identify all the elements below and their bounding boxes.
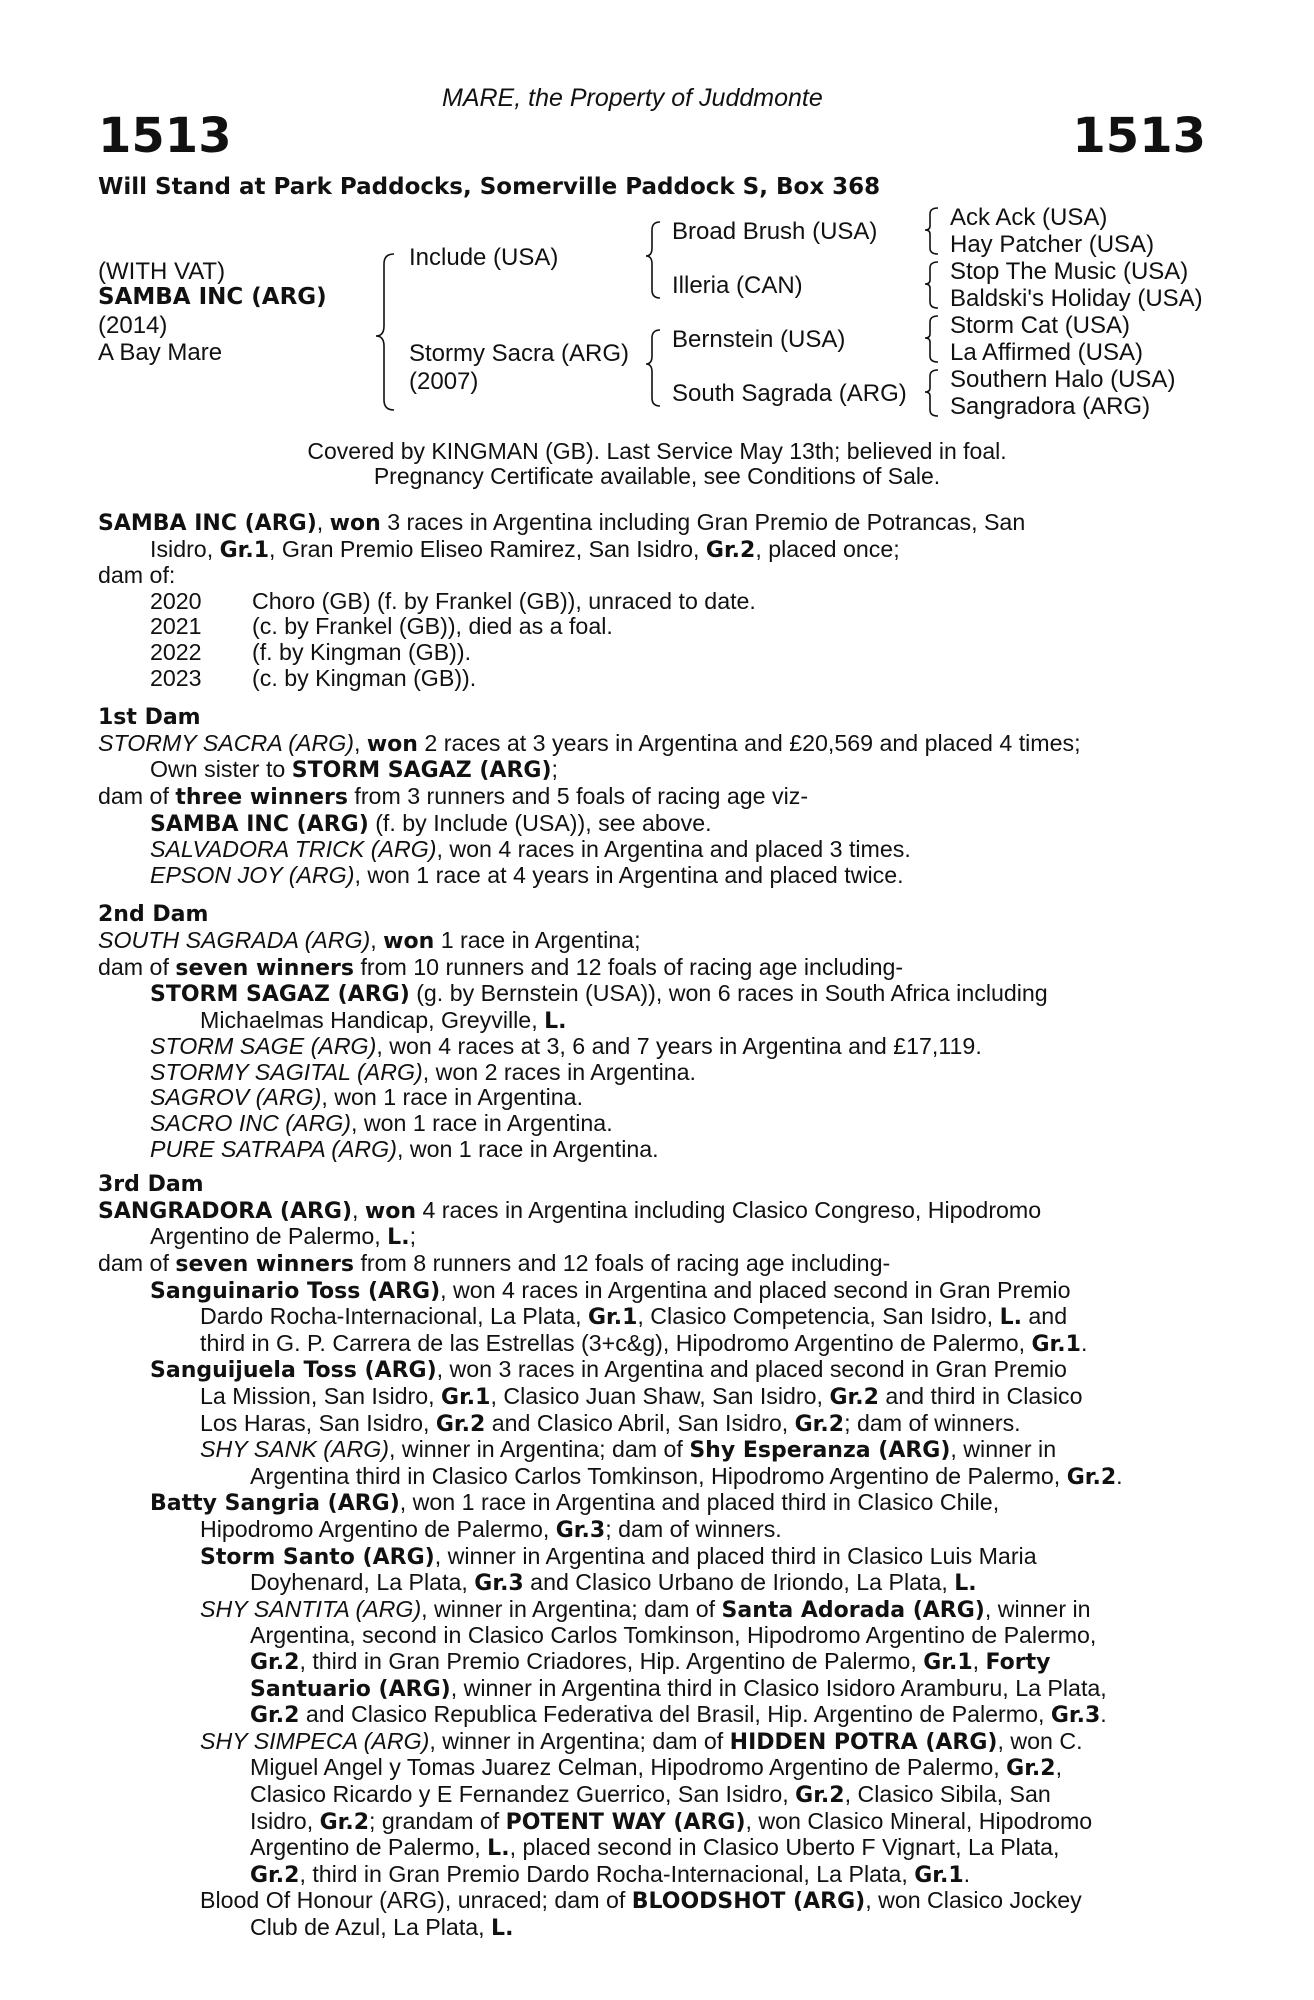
second-dam-heading: 2nd Dam <box>98 902 209 928</box>
gen3-4: South Sagrada (ARG) <box>672 380 907 407</box>
gen4-8: Sangradora (ARG) <box>950 393 1151 420</box>
pedigree-braces <box>0 0 1314 430</box>
third-dam-heading: 3rd Dam <box>98 1172 204 1198</box>
owner-line: MARE, the Property of Juddmonte <box>442 84 823 112</box>
gen4-3: Stop The Music (USA) <box>950 258 1189 285</box>
sire: Include (USA) <box>409 244 559 271</box>
gen4-4: Baldski's Holiday (USA) <box>950 285 1203 312</box>
first-dam-heading: 1st Dam <box>98 705 201 731</box>
horse-year: (2014) <box>98 312 168 339</box>
vat-note: (WITH VAT) <box>98 258 226 285</box>
brace-main <box>376 254 394 410</box>
produce-row: 2023 (c. by Kingman (GB)). <box>150 664 477 691</box>
lot-number-left: 1513 <box>98 108 232 164</box>
dam-year: (2007) <box>409 368 479 395</box>
lot-number-right: 1513 <box>1072 108 1206 164</box>
covering-line-1: Covered by KINGMAN (GB). Last Service May 13th; believed in foal. <box>307 438 1007 464</box>
stand-line: Will Stand at Park Paddocks, Somerville Paddock S, Box 368 <box>98 174 881 200</box>
horse-description: A Bay Mare <box>98 339 223 366</box>
gen4-6: La Affirmed (USA) <box>950 339 1143 366</box>
gen4-7: Southern Halo (USA) <box>950 366 1176 393</box>
horse-record: SAMBA INC (ARG), won 3 races in Argentina including Gran Premio de Potrancas, San <box>98 509 1026 536</box>
horse-name: SAMBA INC (ARG) <box>98 284 327 310</box>
second-dam-record: SOUTH SAGRADA (ARG), won 1 race in Argentina; <box>98 926 641 954</box>
produce-row: 2021 (c. by Frankel (GB)), died as a foal. <box>150 613 613 640</box>
catalogue-body: SAMBA INC (ARG), won 3 races in Argentina including Gran Premio de Potrancas, San Isidro, Gr.1, Gran Premio Eliseo Ramirez, San Isidro, Gr.2, placed once; dam of: 2020 Choro (GB) (f. by Frankel (GB)), unraced to date. 2021 (c. by Frankel (GB)), died as a foal. 2022 (f. by Kingman (GB)). 2023 (c. by Kingman (GB)). 1st Dam STORMY SACRA (ARG), won 2 races at 3 years in Argentina and £20,569 and placed 4 times; Own sister to STORM SAGAZ (ARG); dam of three winners from 3 runners and 5 foals of racing age viz- SAMBA INC (ARG) (f. by Include (USA)), see above. SALVADORA TRICK (ARG), won 4 races in Argentina and placed 3 times. EPSON JOY (ARG), won 1 race at 4 years in Argentina and placed twice. 2nd Dam SOUTH SAGRADA (ARG), won 1 race in Argentina; dam of seven winners from 10 runners and 12 foals of racing age including- STORM SAGAZ (ARG) (g. by Bernstein (USA)), won 6 races in South Africa including Michaelmas Handicap, Greyville, L. STORM SAGE (ARG), won 4 races at 3, 6 and 7 years in Argentina and £17,119. STORMY SAGITAL (ARG), won 2 races in Argentina. SAGROV (ARG), won 1 race in Argentina. SACRO INC (ARG), won 1 race in Argentina. PURE SATRAPA (ARG), won 1 race in Argentina. 3rd Dam SANGRADORA (ARG), won 4 races in Argentina including Clasico Congreso, Hipodromo Argentino de Palermo, L.; dam of seven winners from 8 runners and 12 foals of racing age including- Sanguinario Toss (ARG), won 4 races in Argentina and placed second in Gran Premio Dardo Rocha-Internacional, La Plata, Gr.1, Clasico Competencia, San Isidro, L. and third in G. P. Carrera de las Estrellas (3+c&g), Hipodromo Argentino de Palermo, Gr.1. Sanguijuela Toss (ARG), won 3 races in Argentina and placed second in Gran Premio La Mission, San Isidro, Gr.1, Clasico Juan Shaw, San Isidro, Gr.2 and third in Clasico Los Haras, San Isidro, Gr.2 and Clasico Abril, San Isidro, Gr.2; dam of winners. SHY SANK (ARG), winner in Argentina; dam of Shy Esperanza (ARG), winner in Argentina third in Clasico Carlos Tomkinson, Hipodromo Argentino de Palermo, Gr.2. Batty Sangria (ARG), won 1 race in Argentina and placed third in Clasico Chile, Hipodromo Argentino de Palermo, Gr.3; dam of winners. Storm Santo (ARG), winner in Argentina and placed third in Clasico Luis Maria Doyhenard, La Plata, Gr.3 and Clasico Urbano de Iriondo, La Plata, L. SHY SANTITA (ARG), winner in Argentina; dam of Santa Adorada (ARG), winner in Argentina, second in Clasico Carlos Tomkinson, Hipodromo Argentino de Palermo, Gr.2, third in Gran Premio Criadores, Hip. Argentino de Palermo, Gr.1, Forty Santuario (ARG), winner in Argentina third in Clasico Isidoro Aramburu, La Plata, Gr.2 and Clasico Republica Federativa del Brasil, Hip. Argentino de Palermo, Gr.3. SHY SIMPECA (ARG), winner in Argentina; dam of HIDDEN POTRA (ARG), won C. Miguel Angel y Tomas Juarez Celman, Hipodromo Argentino de Palermo, Gr.2, Clasico Ricardo y E Fernandez Guerrico, San Isidro, Gr.2, Clasico Sibila, San Isidro, Gr.2; grandam of POTENT WAY (ARG), won Clasico Mineral, Hipodromo Argentino de Palermo, L., placed second in Clasico Uberto F Vignart, La Plata, Gr.2, third in Gran Premio Dardo Rocha-Internacional, La Plata, Gr.1. Blood Of Honour (ARG), unraced; dam of BLOODSHOT (ARG), won Clasico Jockey Club de Azul, La Plata, L. <box>98 510 1205 1941</box>
gen3-3: Bernstein (USA) <box>672 326 846 353</box>
produce-row: 2022 (f. by Kingman (GB)). <box>150 638 472 665</box>
covering-line-2: Pregnancy Certificate available, see Conditions of Sale. <box>373 463 941 489</box>
brace-sire <box>646 222 660 298</box>
brace-g4-4 <box>925 370 938 416</box>
brace-g4-3 <box>925 316 938 362</box>
gen3-1: Broad Brush (USA) <box>672 218 878 245</box>
first-dam-record: STORMY SACRA (ARG), won 2 races at 3 years in Argentina and £20,569 and placed 4 times; <box>98 729 1081 757</box>
produce-row: 2020 Choro (GB) (f. by Frankel (GB)), unraced to date. <box>150 587 756 614</box>
gen3-2: Illeria (CAN) <box>672 272 803 299</box>
gen4-5: Storm Cat (USA) <box>950 312 1131 339</box>
brace-dam <box>646 330 660 406</box>
gen4-1: Ack Ack (USA) <box>950 204 1108 231</box>
gen4-2: Hay Patcher (USA) <box>950 231 1155 258</box>
brace-g4-2 <box>925 262 938 308</box>
dam: Stormy Sacra (ARG) <box>409 340 630 367</box>
produce-list <box>98 589 1205 691</box>
brace-g4-1 <box>925 208 938 254</box>
third-dam-record: SANGRADORA (ARG), won 4 races in Argentina including Clasico Congreso, Hipodromo <box>98 1196 1042 1224</box>
